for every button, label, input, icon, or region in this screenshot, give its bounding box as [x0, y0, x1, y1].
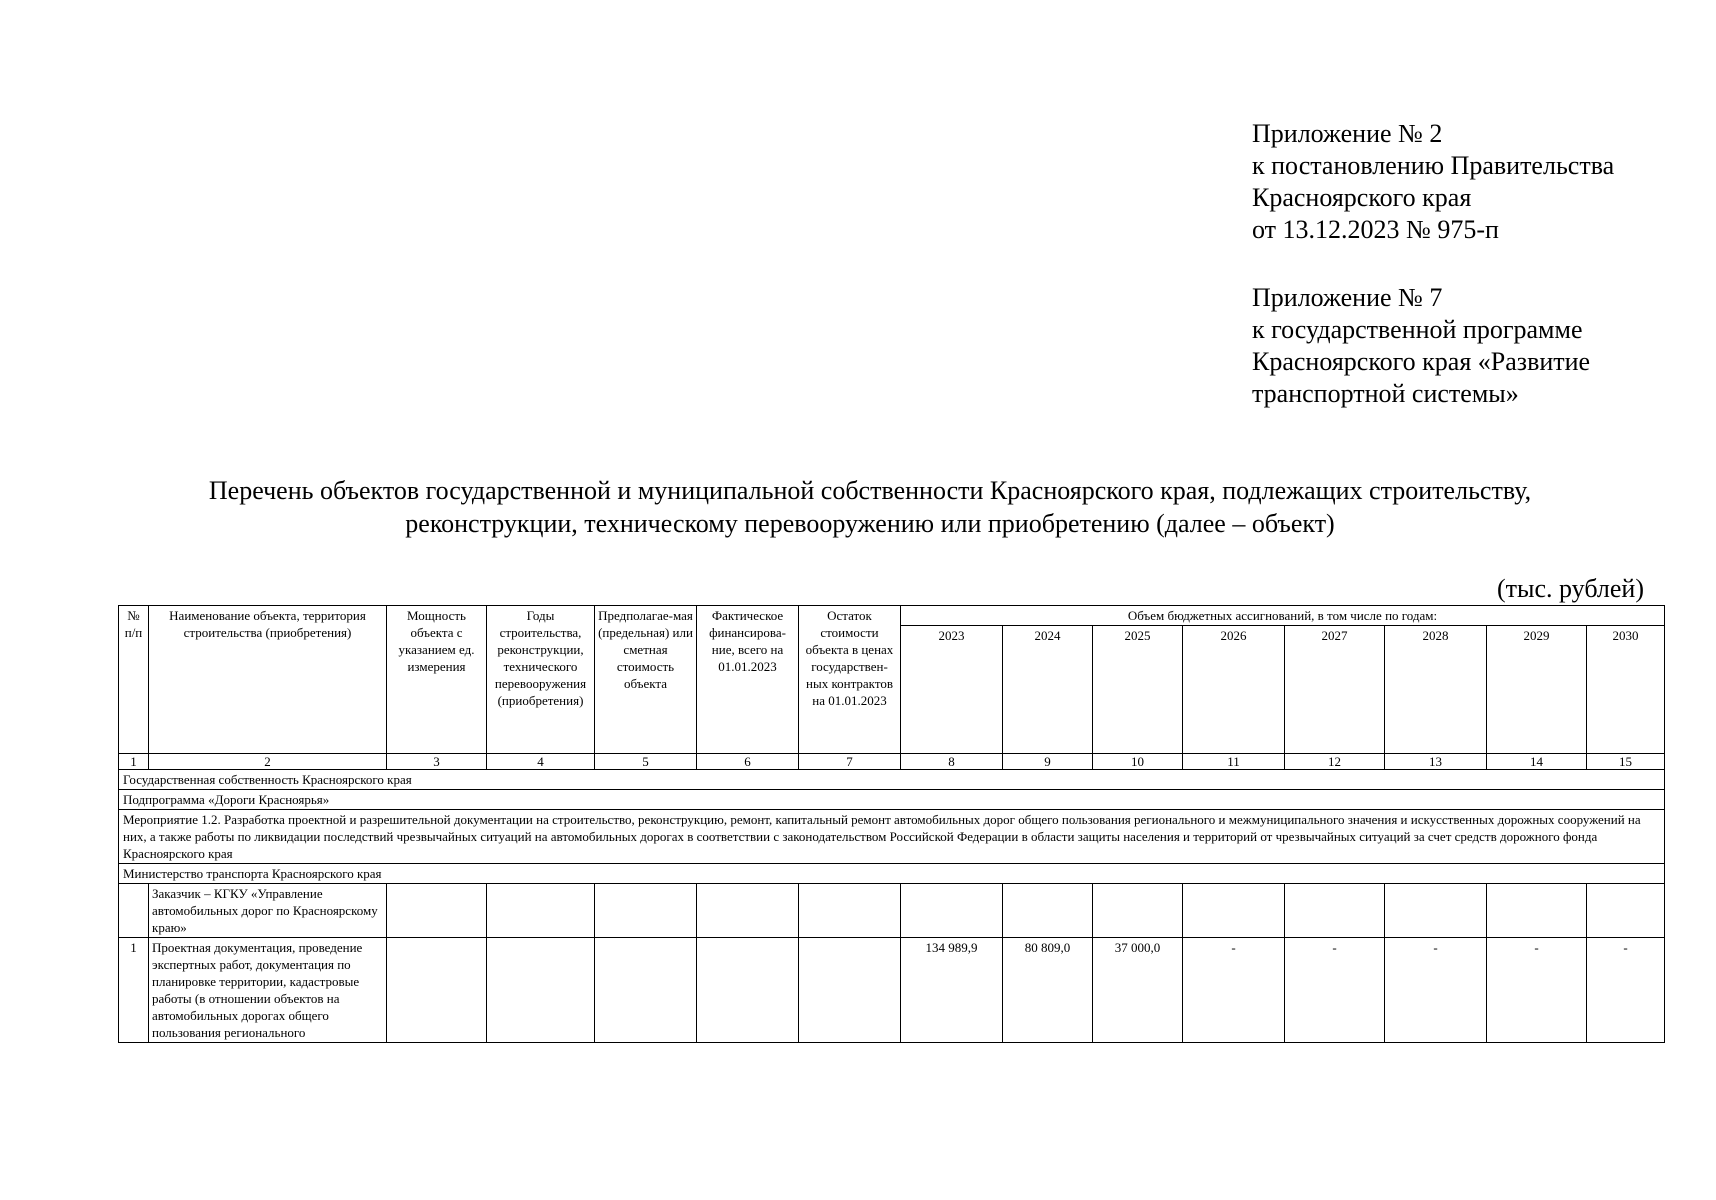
empty-cell	[1183, 884, 1285, 938]
customer-row	[119, 884, 1665, 938]
section-row-measure	[119, 810, 1665, 864]
column-number: 11	[1183, 754, 1285, 770]
column-number: 8	[901, 754, 1003, 770]
customer-num-cell	[119, 884, 149, 938]
header-year: 2028	[1385, 626, 1487, 754]
empty-cell	[487, 884, 595, 938]
column-number: 4	[487, 754, 595, 770]
header-year: 2023	[901, 626, 1003, 754]
value-2023: 134 989,9	[901, 938, 1003, 1043]
empty-cell	[1487, 884, 1587, 938]
value-2026: -	[1183, 938, 1285, 1043]
empty-cell	[487, 938, 595, 1043]
objects-table	[118, 605, 1665, 1043]
empty-cell	[901, 884, 1003, 938]
header-row-1	[119, 606, 1665, 626]
header-remaining-cost: Остаток стоимости объекта в ценах государствен-ных контрактов на 01.01.2023	[799, 606, 901, 754]
column-number: 3	[387, 754, 487, 770]
header-year: 2024	[1003, 626, 1093, 754]
header-year: 2030	[1587, 626, 1665, 754]
appendix-2-line-1: Приложение № 2	[1252, 119, 1443, 148]
header-budget-group: Объем бюджетных ассигнований, в том числе по годам:	[901, 606, 1665, 626]
value-2028: -	[1385, 938, 1487, 1043]
appendix-2-block	[1252, 118, 1614, 246]
header-actual-funding: Фактическое финансирова-ние, всего на 01.01.2023	[697, 606, 799, 754]
header-capacity: Мощность объекта с указанием ед. измерения	[387, 606, 487, 754]
appendix-2-line-4: от 13.12.2023 № 975-п	[1252, 215, 1499, 244]
column-number: 7	[799, 754, 901, 770]
empty-cell	[697, 884, 799, 938]
value-2030: -	[1587, 938, 1665, 1043]
empty-cell	[595, 884, 697, 938]
empty-cell	[697, 938, 799, 1043]
column-number: 9	[1003, 754, 1093, 770]
empty-cell	[387, 938, 487, 1043]
document-title-line-2: реконструкции, техническому перевооружению или приобретению (далее – объект)	[405, 509, 1335, 538]
appendix-7-line-4: транспортной системы»	[1252, 379, 1519, 408]
unit-label: (тыс. рублей)	[1496, 574, 1644, 603]
empty-cell	[799, 938, 901, 1043]
appendix-7-block	[1252, 282, 1590, 410]
value-2029: -	[1487, 938, 1587, 1043]
customer-name: Заказчик – КГКУ «Управление автомобильных дорог по Красноярскому краю»	[149, 884, 387, 938]
section-measure: Мероприятие 1.2. Разработка проектной и разрешительной документации на строительство, реконструкцию, ремонт, капитальный ремонт автомобильных дорог общего пользования регионального и межмуниципального значения и искусственных дорожных сооружений на них, а также работы по ликвидации последствий чрезвычайных ситуаций на автомобильных дорогах в соответствии с законодательством Российской Федерации в области защиты населения и территорий от чрезвычайных ситуаций за счет средств дорожного фонда Красноярского края	[119, 810, 1665, 864]
column-number: 2	[149, 754, 387, 770]
column-number: 6	[697, 754, 799, 770]
empty-cell	[1003, 884, 1093, 938]
table-row	[119, 938, 1665, 1043]
document-title	[60, 474, 1680, 540]
appendix-7-line-2: к государственной программе	[1252, 315, 1583, 344]
value-2024: 80 809,0	[1003, 938, 1093, 1043]
header-year: 2025	[1093, 626, 1183, 754]
empty-cell	[799, 884, 901, 938]
header-year: 2027	[1285, 626, 1385, 754]
section-subprogram: Подпрограмма «Дороги Красноярья»	[119, 790, 1665, 810]
section-row-subprogram	[119, 790, 1665, 810]
column-number: 10	[1093, 754, 1183, 770]
column-number: 14	[1487, 754, 1587, 770]
empty-cell	[1093, 884, 1183, 938]
header-name: Наименование объекта, территория строительства (приобретения)	[149, 606, 387, 754]
section-ownership: Государственная собственность Красноярского края	[119, 770, 1665, 790]
section-row-ministry	[119, 864, 1665, 884]
header-estimated-cost: Предполагае-мая (предельная) или сметная стоимость объекта	[595, 606, 697, 754]
header-num: № п/п	[119, 606, 149, 754]
column-number: 13	[1385, 754, 1487, 770]
row-num: 1	[119, 938, 149, 1043]
section-ministry: Министерство транспорта Красноярского края	[119, 864, 1665, 884]
column-number-row	[119, 754, 1665, 770]
section-row-ownership	[119, 770, 1665, 790]
row-name: Проектная документация, проведение экспертных работ, документация по планировке территории, кадастровые работы (в отношении объектов на автомобильных дорогах общего пользования регионального	[149, 938, 387, 1043]
header-year: 2029	[1487, 626, 1587, 754]
empty-cell	[1587, 884, 1665, 938]
empty-cell	[387, 884, 487, 938]
value-2025: 37 000,0	[1093, 938, 1183, 1043]
appendix-2-line-2: к постановлению Правительства	[1252, 151, 1615, 180]
empty-cell	[595, 938, 697, 1043]
appendix-2-line-3: Красноярского края	[1252, 183, 1472, 212]
value-2027: -	[1285, 938, 1385, 1043]
column-number: 15	[1587, 754, 1665, 770]
appendix-7-line-1: Приложение № 7	[1252, 283, 1443, 312]
column-number: 1	[119, 754, 149, 770]
header-year: 2026	[1183, 626, 1285, 754]
empty-cell	[1285, 884, 1385, 938]
document-title-line-1: Перечень объектов государственной и муниципальной собственности Красноярского края, подлежащих строительству,	[208, 476, 1532, 505]
empty-cell	[1385, 884, 1487, 938]
header-years: Годы строительства, реконструкции, технического перевооружения (приобретения)	[487, 606, 595, 754]
column-number: 12	[1285, 754, 1385, 770]
column-number: 5	[595, 754, 697, 770]
appendix-7-line-3: Красноярского края «Развитие	[1252, 347, 1591, 376]
